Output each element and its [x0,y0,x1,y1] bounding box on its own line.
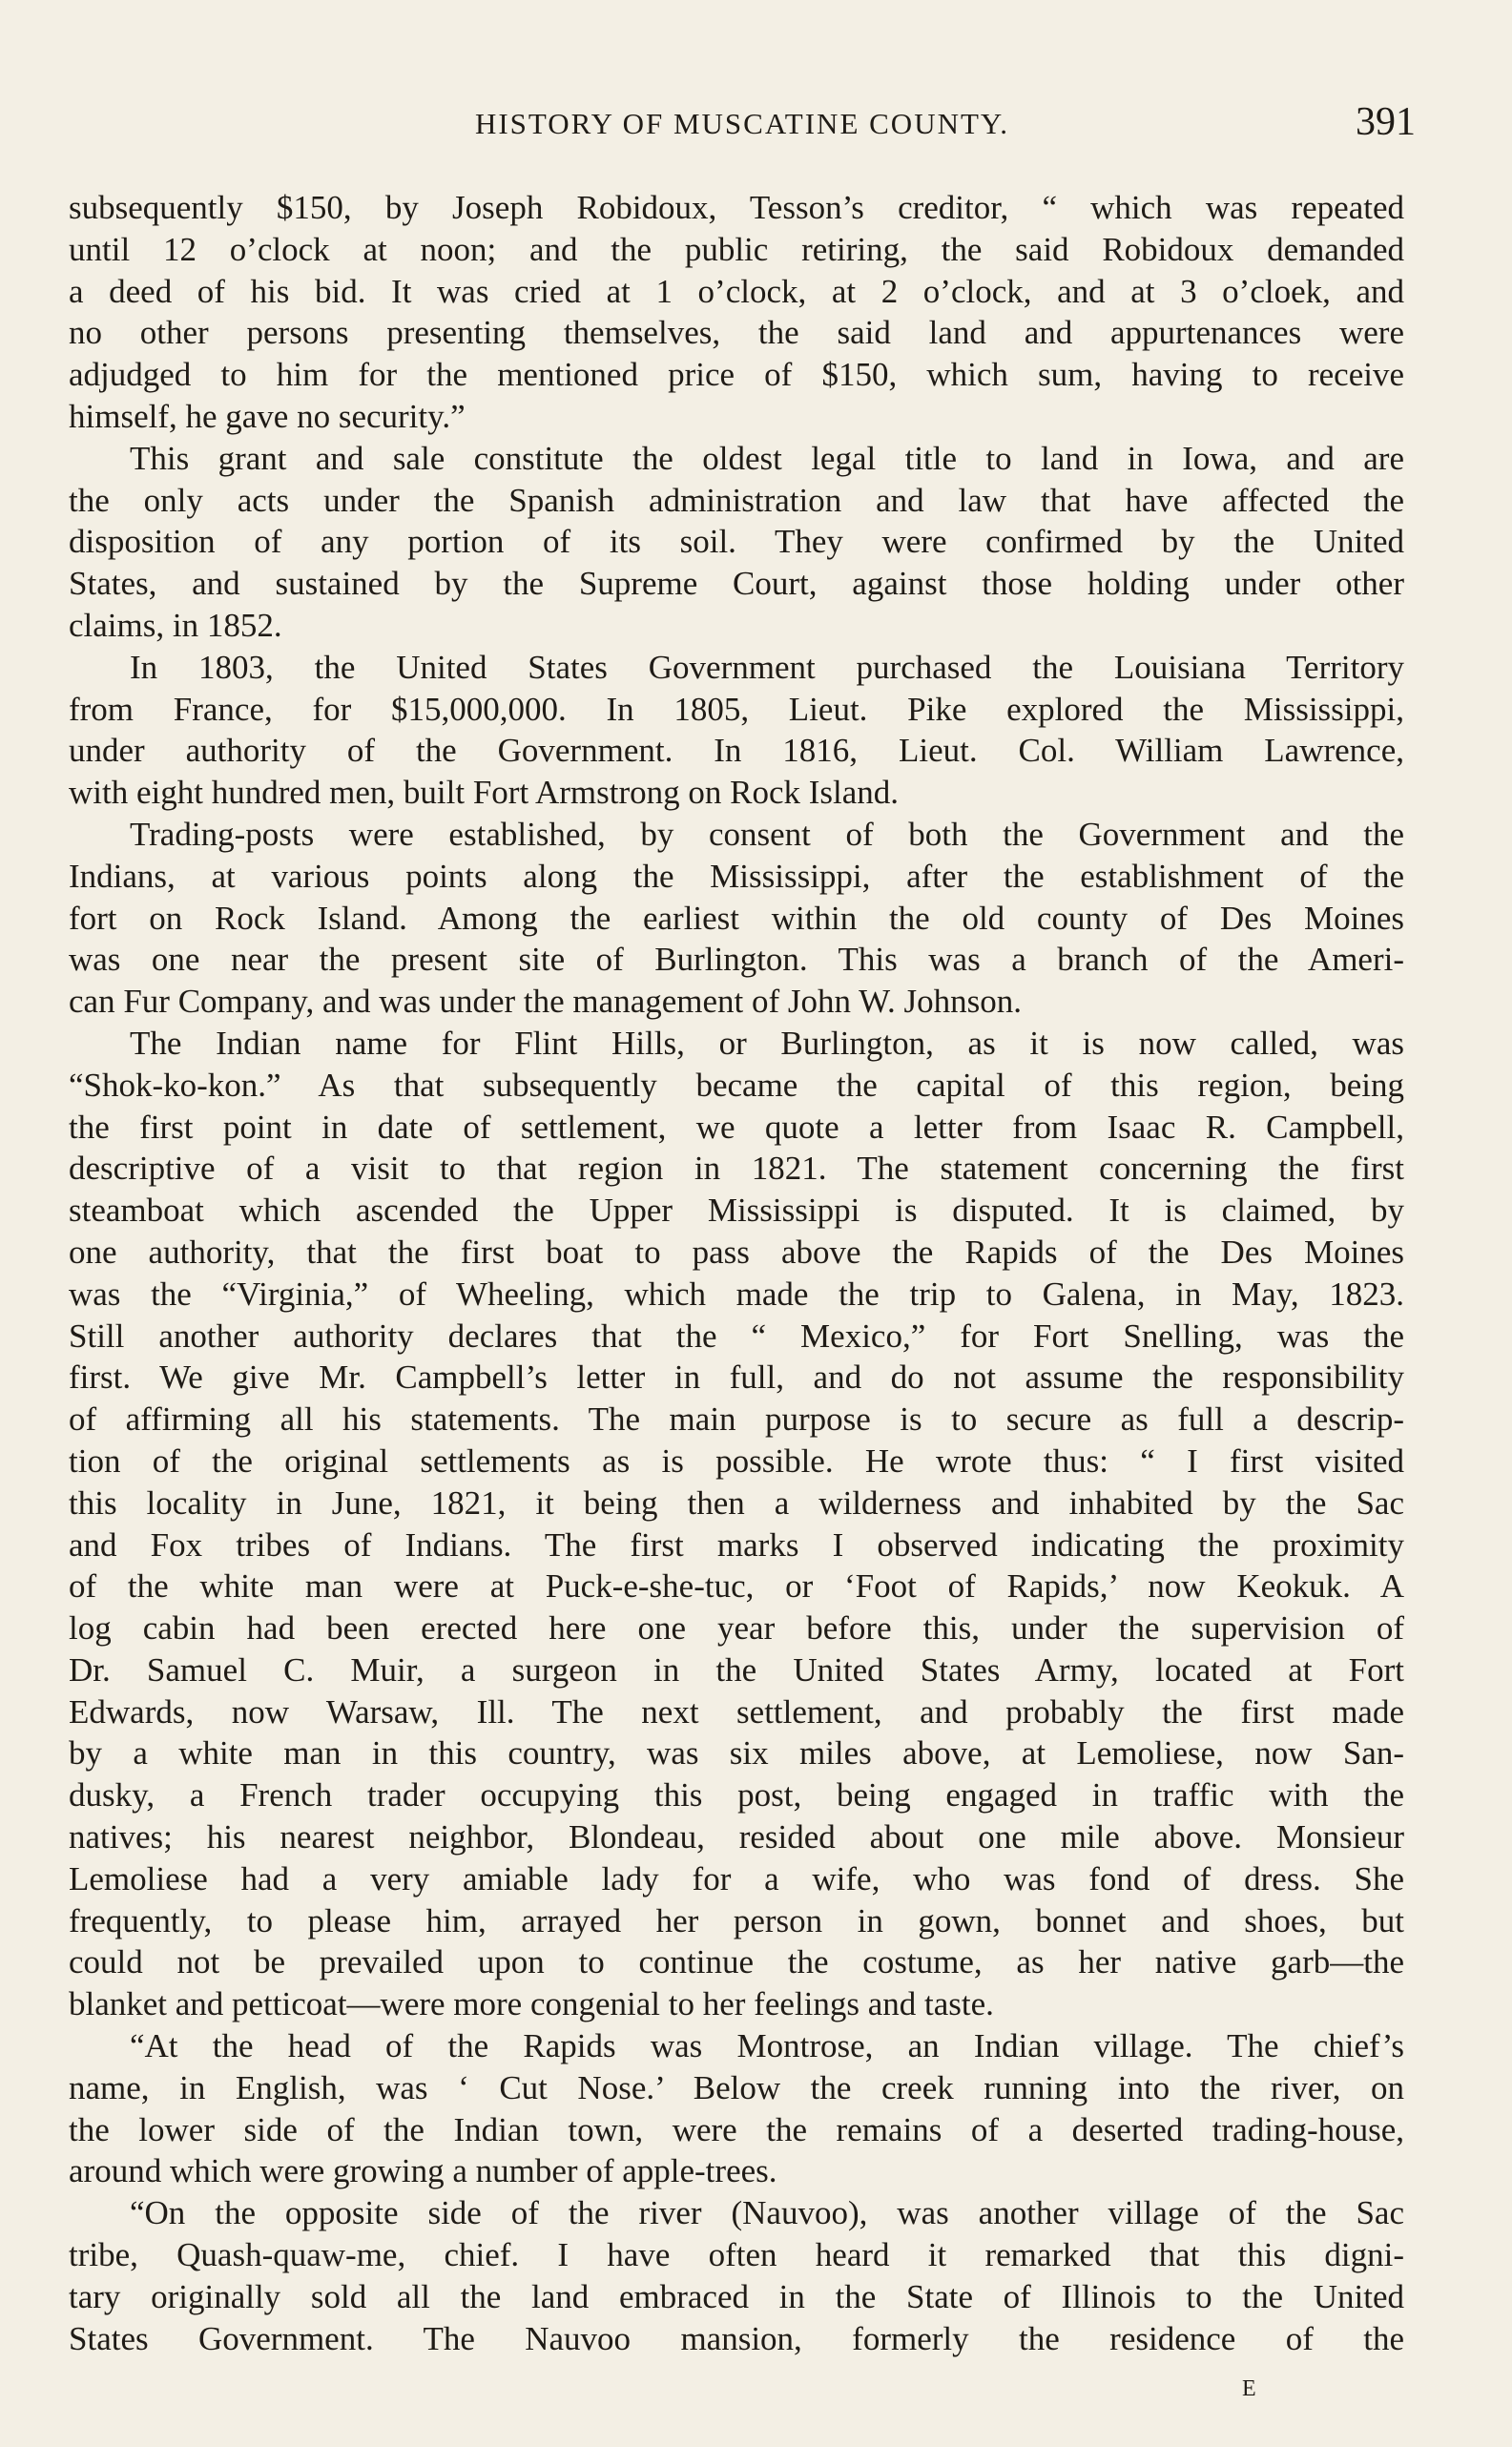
text-line: tary originally sold all the land embraced in the State of Illinois to the United [69,2277,1404,2315]
text-line: could not be prevailed upon to continue the costume, as her native garb—the [69,1943,1404,1981]
text-line: the lower side of the Indian town, were the remains of a deserted trading-house, [69,2110,1404,2148]
text-line: one authority, that the first boat to pass above the Rapids of the Des Moines [69,1233,1404,1271]
text-line: adjudged to him for the mentioned price of $150, which sum, having to receive [69,356,1404,394]
text-line: the only acts under the Spanish administration and law that have affected the [69,481,1404,519]
text-line: Still another authority declares that the “ Mexico,” for Fort Snelling, was the [69,1317,1404,1355]
text-line: States, and sustained by the Supreme Court, against those holding under other [69,565,1404,603]
text-line: Edwards, now Warsaw, Ill. The next settlement, and probably the first made [69,1692,1404,1731]
text-line: States Government. The Nauvoo mansion, formerly the residence of the [69,2319,1404,2357]
text-line: around which were growing a number of apple-trees. [69,2152,777,2190]
text-line: The Indian name for Flint Hills, or Burlington, as it is now called, was [130,1024,1404,1062]
text-line: “Shok-ko-kon.” As that subsequently became the capital of this region, being [69,1066,1404,1104]
text-line: of affirming all his statements. The main purpose is to secure as full a descrip- [69,1400,1404,1439]
text-line: descriptive of a visit to that region in 1821. The statement concerning the first [69,1150,1404,1188]
text-line: name, in English, was ‘ Cut Nose.’ Below the creek running into the river, on [69,2068,1404,2106]
text-line: Lemoliese had a very amiable lady for a wife, who was fond of dress. She [69,1859,1404,1897]
text-line: subsequently $150, by Joseph Robidoux, Tesson’s creditor, “ which was repeated [69,189,1404,226]
text-line: can Fur Company, and was under the management of John W. Johnson. [69,983,1022,1021]
page-header [69,99,1416,156]
text-line: from France, for $15,000,000. In 1805, Lieut. Pike explored the Mississippi, [69,690,1404,728]
text-line: until 12 o’clock at noon; and the public retiring, the said Robidoux demanded [69,230,1404,268]
text-line: Indians, at various points along the Mississippi, after the establishment of the [69,857,1404,895]
text-line: of the white man were at Puck-e-she-tuc, or ‘Foot of Rapids,’ now Keokuk. A [69,1567,1404,1606]
text-line: claims, in 1852. [69,606,282,644]
text-line: frequently, to please him, arrayed her person in gown, bonnet and shoes, but [69,1901,1404,1939]
text-line: this locality in June, 1821, it being then a wilderness and inhabited by the Sac [69,1483,1404,1522]
text-line: dusky, a French trader occupying this post, being engaged in traffic with the [69,1776,1404,1815]
text-line: disposition of any portion of its soil. They were confirmed by the United [69,523,1404,561]
text-line: was the “Virginia,” of Wheeling, which made the trip to Galena, in May, 1823. [69,1275,1404,1313]
text-line: tion of the original settlements as is possible. He wrote thus: “ I first visited [69,1441,1404,1480]
text-line: Trading-posts were established, by consent of both the Government and the [130,815,1404,853]
text-line: was one near the present site of Burlington. This was a branch of the Ameri- [69,941,1404,979]
text-line: fort on Rock Island. Among the earliest within the old county of Des Moines [69,899,1404,937]
running-title: HISTORY OF MUSCATINE COUNTY. [474,107,1010,140]
signature-mark: E [1242,2376,1256,2401]
text-line: blanket and petticoat—were more congenial to her feelings and taste. [69,1985,994,2023]
text-line: first. We give Mr. Campbell’s letter in full, and do not assume the responsibility [69,1358,1404,1397]
text-line: the first point in date of settlement, we quote a letter from Isaac R. Campbell, [69,1108,1404,1146]
text-line: a deed of his bid. It was cried at 1 o’clock, at 2 o’clock, and at 3 o’cloek, and [69,272,1404,310]
body-text [69,187,1404,2359]
text-line: by a white man in this country, was six miles above, at Lemoliese, now San- [69,1734,1404,1773]
text-line: In 1803, the United States Government purchased the Louisiana Territory [130,648,1404,686]
text-line: no other persons presenting themselves, the said land and appurtenances were [69,314,1404,352]
text-line: This grant and sale constitute the oldest legal title to land in Iowa, and are [130,439,1404,477]
page-number: 391 [1356,100,1416,144]
text-line: log cabin had been erected here one year before this, under the supervision of [69,1609,1404,1648]
text-line: steamboat which ascended the Upper Mississippi is disputed. It is claimed, by [69,1192,1404,1230]
text-line: Dr. Samuel C. Muir, a surgeon in the United States Army, located at Fort [69,1650,1404,1689]
text-line: “On the opposite side of the river (Nauvoo), was another village of the Sac [130,2194,1404,2232]
text-line: natives; his nearest neighbor, Blondeau, resided about one mile above. Monsieur [69,1818,1404,1856]
text-line: “At the head of the Rapids was Montrose, an Indian village. The chief’s [130,2027,1404,2065]
text-line: himself, he gave no security.” [69,397,466,435]
text-line: and Fox tribes of Indians. The first marks I observed indicating the proximity [69,1525,1404,1564]
text-line: with eight hundred men, built Fort Armstrong on Rock Island. [69,774,900,812]
text-line: tribe, Quash-quaw-me, chief. I have often heard it remarked that this digni- [69,2236,1404,2274]
text-line: under authority of the Government. In 1816, Lieut. Col. William Lawrence, [69,732,1404,770]
